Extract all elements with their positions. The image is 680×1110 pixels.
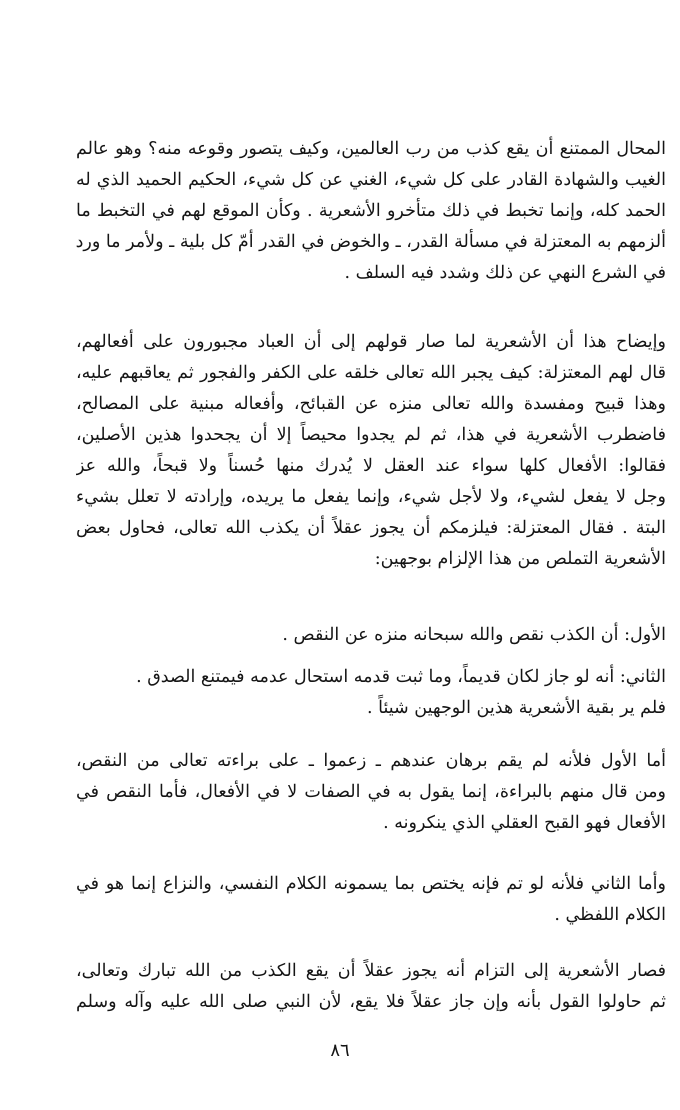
paragraph-2 [76, 327, 666, 575]
text-line: البتة . فقال المعتزلة: فيلزمكم أن يجوز عقلاً أن يكذب الله تعالى، فحاول بعض [76, 518, 666, 538]
text-line: الثاني: أنه لو جاز لكان قديماً، وما ثبت قدمه استحال عدمه فيمتنع الصدق . [136, 667, 666, 687]
text-line: وهذا قبيح ومفسدة والله تعالى منزه عن القبائح، وأفعاله مبنية على المصالح، [76, 394, 666, 414]
text-line: فصار الأشعرية إلى التزام أنه يجوز عقلاً أن يقع الكذب من الله تبارك وتعالى، [76, 961, 666, 981]
text-line: الأفعال فهو القبح العقلي الذي ينكرونه . [383, 813, 666, 833]
text-line: وأما الثاني فلأنه لو تم فإنه يختص بما يسمونه الكلام النفسي، والنزاع إنما هو في [76, 874, 666, 894]
paragraph-3 [76, 620, 666, 651]
text-line: أما الأول فلأنه لم يقم برهان عندهم ـ زعموا ـ على براءته تعالى من النقص، [76, 751, 666, 771]
paragraph-7 [76, 956, 666, 1018]
text-line: فقالوا: الأفعال كلها سواء عند العقل لا يُدرك منها حُسناً ولا قبحاً، والله عز [76, 456, 666, 476]
text-line: الأول: أن الكذب نقص والله سبحانه منزه عن النقص . [282, 625, 666, 645]
text-line: فلم ير بقية الأشعرية هذين الوجهين شيئاً . [367, 698, 666, 718]
text-line: الغيب والشهادة القادر على كل شيء، الغني عن كل شيء، الحكيم الحميد الذي له [76, 170, 666, 190]
text-line: ألزمهم به المعتزلة في مسألة القدر، ـ والخوض في القدر أمّ كل بلية ـ ولأمر ما ورد [76, 232, 666, 252]
page-number: ٨٦ [330, 1040, 350, 1061]
text-line: ومن قال منهم بالبراءة، إنما يقول به في الصفات لا في الأفعال، فأما النقص في [76, 782, 666, 802]
text-line: الحمد كله، وإنما تخبط في ذلك متأخرو الأشعرية . وكأن الموقع لهم في التخبط ما [76, 201, 666, 221]
text-line: وإيضاح هذا أن الأشعرية لما صار قولهم إلى أن العباد مجبورون على أفعالهم، [76, 332, 666, 352]
text-line: ثم حاولوا القول بأنه وإن جاز عقلاً فلا يقع، لأن النبي صلى الله عليه وآله وسلم [76, 992, 666, 1012]
text-line: في الشرع النهي عن ذلك وشدد فيه السلف . [344, 263, 666, 283]
text-line: قال لهم المعتزلة: كيف يجبر الله تعالى خلقه على الكفر والفجور ثم يعاقبهم عليه، [76, 363, 666, 383]
text-line: الأشعرية التملص من هذا الإلزام بوجهين: [374, 549, 666, 569]
text-line: فاضطرب الأشعرية في هذا، ثم لم يجدوا محيصاً إلا أن يجحدوا هذين الأصلين، [76, 425, 666, 445]
paragraph-6 [76, 869, 666, 931]
paragraph-1 [76, 134, 666, 289]
paragraph-4 [76, 662, 666, 724]
text-line: وجل لا يفعل لشيء، ولا لأجل شيء، وإنما يفعل ما يريده، وإرادته لا تعلل بشيء [76, 487, 666, 507]
paragraph-5 [76, 746, 666, 839]
text-line: الكلام اللفظي . [554, 905, 666, 925]
text-line: المحال الممتنع أن يقع كذب من رب العالمين، وكيف يتصور وقوعه منه؟ وهو عالم [76, 139, 666, 159]
